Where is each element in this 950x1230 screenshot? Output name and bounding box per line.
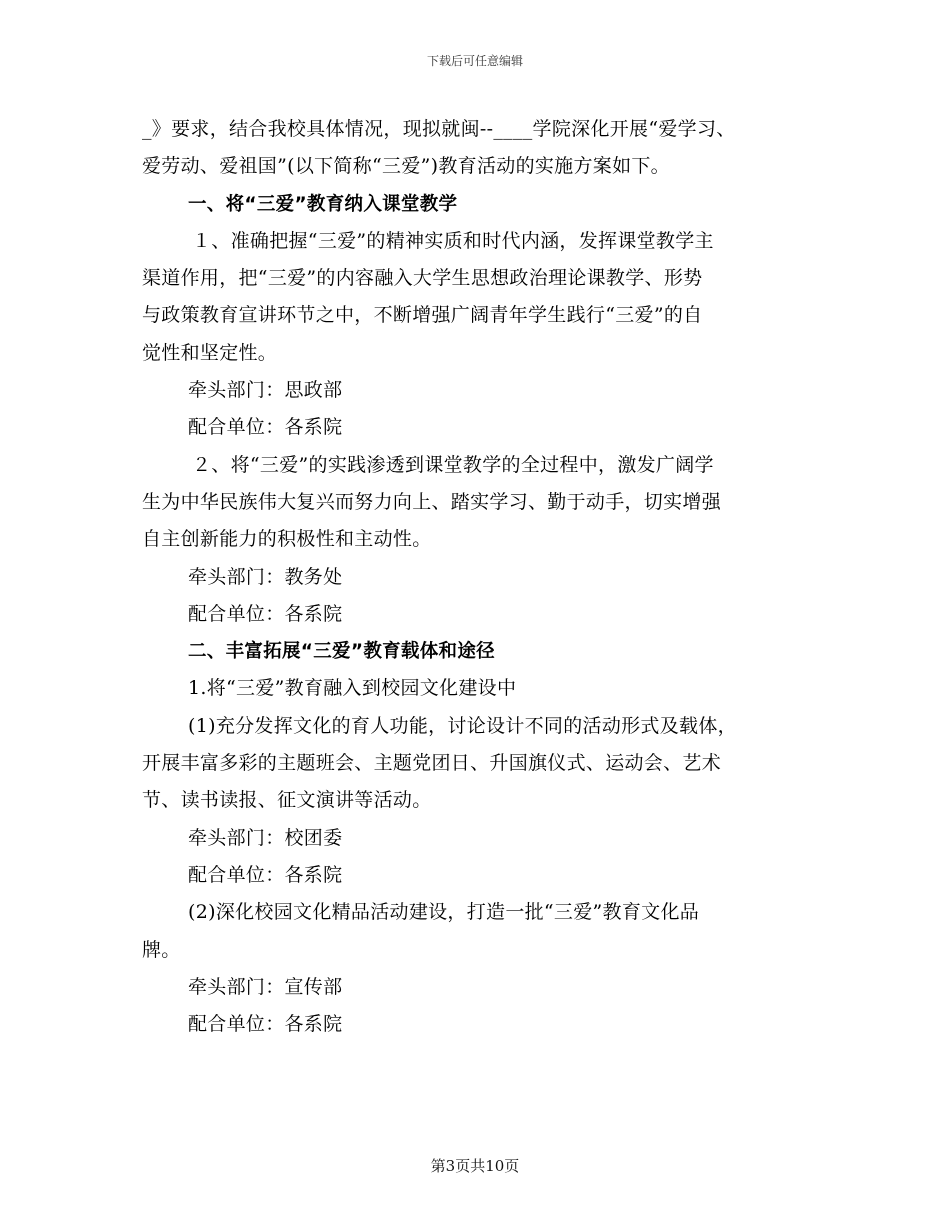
text-line: (2)深化校园文化精品活动建设，打造一批“三爱”教育文化品	[188, 901, 700, 924]
text-line: 节、读书读报、征文演讲等活动。	[142, 789, 432, 812]
text-line: 配合单位：各系院	[188, 863, 343, 886]
text-line: １、准确把握“三爱”的精神实质和时代内涵，发挥课堂教学主	[192, 229, 714, 252]
document-body	[142, 111, 814, 1043]
text-line: _》要求，结合我校具体情况，现拟就闽--____学院深化开展“爱学习、	[142, 118, 736, 140]
section-heading: 二、丰富拓展“三爱”教育载体和途径	[188, 641, 495, 663]
text-line: 牵头部门：教务处	[188, 565, 343, 588]
text-line: 1.将“三爱”教育融入到校园文化建设中	[188, 677, 517, 700]
page-number: 第3页共10页	[430, 1157, 520, 1175]
text-line: 牵头部门：思政部	[188, 379, 343, 402]
text-line: ２、将“三爱”的实践渗透到课堂教学的全过程中，激发广阔学	[192, 453, 714, 476]
text-line: 自主创新能力的积极性和主动性。	[142, 528, 432, 551]
text-line: 牵头部门：校团委	[188, 826, 343, 849]
text-line: 配合单位：各系院	[188, 602, 343, 625]
text-line: 牌。	[142, 938, 181, 961]
text-line: 爱劳动、爱祖国”(以下简称“三爱”)教育活动的实施方案如下。	[142, 155, 670, 178]
text-line: 与政策教育宣讲环节之中，不断增强广阔青年学生践行“三爱”的自	[142, 304, 703, 327]
text-line: 生为中华民族伟大复兴而努力向上、踏实学习、勤于动手，切实增强	[142, 490, 722, 513]
section-heading: 一、将“三爱”教育纳入课堂教学	[188, 193, 458, 215]
text-line: 配合单位：各系院	[188, 1013, 343, 1036]
text-line: (1)充分发挥文化的育人功能，讨论设计不同的活动形式及载体，	[188, 714, 737, 737]
text-line: 开展丰富多彩的主题班会、主题党团日、升国旗仪式、运动会、艺术	[142, 752, 722, 775]
text-line: 牵头部门：宣传部	[188, 975, 343, 998]
page-header-note: 下载后可任意编辑	[426, 54, 523, 68]
text-line: 觉性和坚定性。	[142, 341, 278, 364]
text-line: 渠道作用，把“三爱”的内容融入大学生思想政治理论课教学、形势	[142, 267, 703, 290]
text-line: 配合单位：各系院	[188, 416, 343, 439]
